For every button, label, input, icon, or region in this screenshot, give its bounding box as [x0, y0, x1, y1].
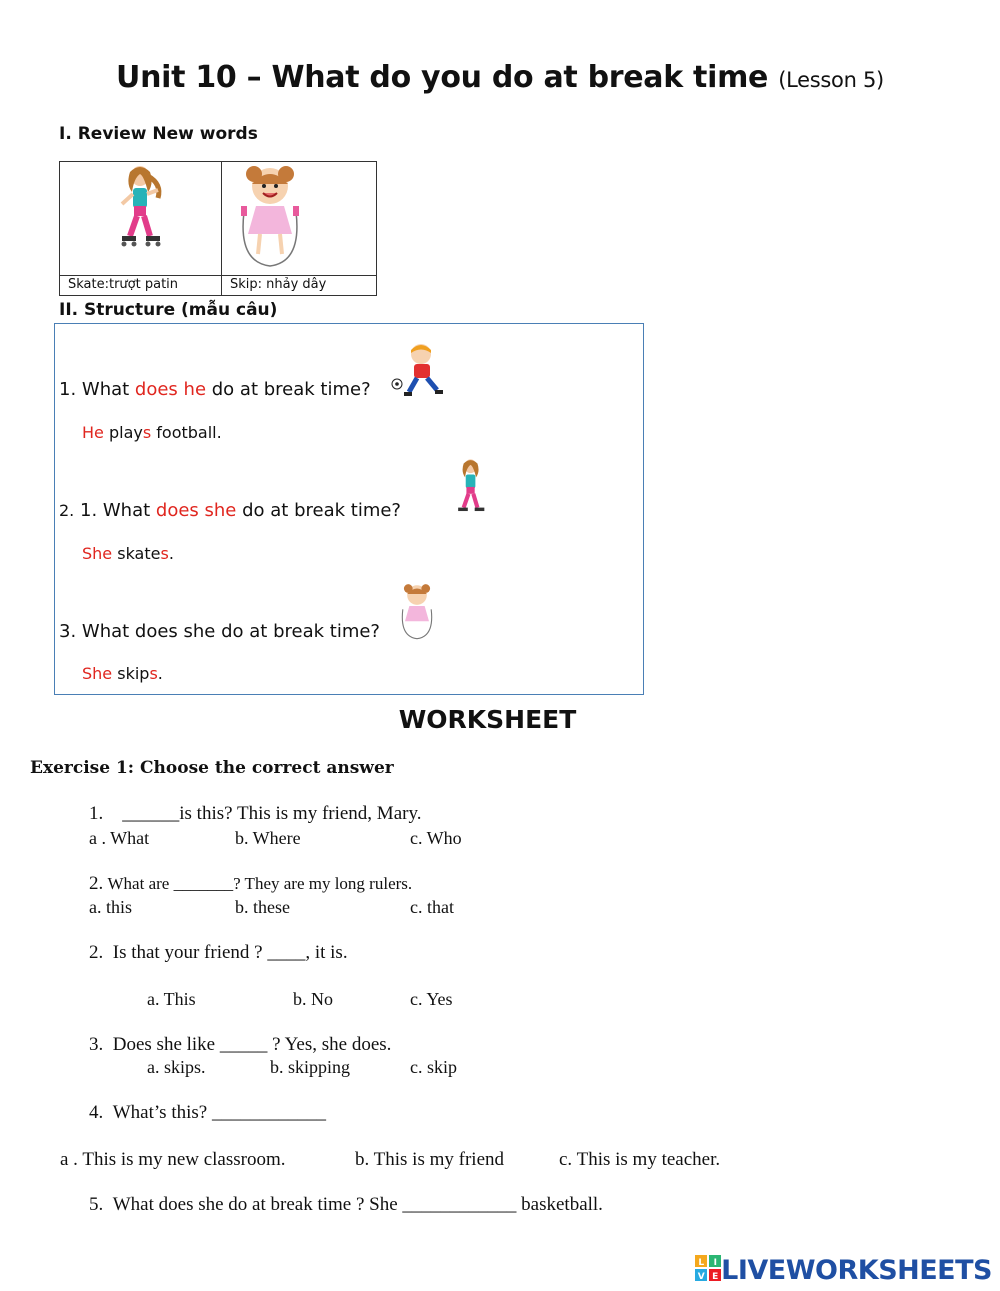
q4-option-c[interactable]: c. skip	[410, 1057, 457, 1077]
brand-name: LIVEWORKSHEETS	[721, 1255, 992, 1286]
q5-option-c[interactable]: c. This is my teacher.	[559, 1149, 721, 1170]
section1-heading: I. Review New words	[59, 124, 258, 144]
question-2: 2. What are _______? They are my long rulers.	[89, 873, 413, 894]
structure-box	[54, 323, 644, 695]
vocab-table	[59, 161, 377, 296]
svg-text:L: L	[698, 1258, 704, 1268]
q1-option-a[interactable]: a . What	[89, 828, 150, 848]
live-badge-icon	[695, 1255, 721, 1288]
structure-answer-1: He plays football.	[82, 423, 222, 442]
question-3: 2. Is that your friend ? ____, it is.	[89, 942, 348, 963]
q3-option-b[interactable]: b. No	[293, 989, 333, 1009]
title-main: Unit 10 – What do you do at break time	[116, 60, 769, 95]
q5-option-b[interactable]: b. This is my friend	[355, 1149, 505, 1170]
structure-answer-2: She skates.	[82, 544, 174, 563]
title-sub: (Lesson 5)	[778, 68, 884, 92]
football-boy-image	[389, 340, 449, 400]
q1-option-c[interactable]: c. Who	[410, 828, 462, 848]
q2-option-c[interactable]: c. that	[410, 897, 454, 917]
q3-option-a[interactable]: a. This	[147, 989, 196, 1009]
q2-option-a[interactable]: a. this	[89, 897, 132, 917]
section2-heading: II. Structure (mẫu câu)	[59, 300, 278, 320]
vocab-caption-skip: Skip: nhảy dây	[230, 277, 327, 292]
structure-question-1: 1. What does he do at break time?	[59, 379, 371, 400]
q1-option-b[interactable]: b. Where	[235, 828, 301, 848]
svg-text:I: I	[713, 1258, 717, 1268]
page-title	[0, 60, 1000, 95]
liveworksheets-logo	[695, 1255, 992, 1288]
q4-option-b[interactable]: b. skipping	[270, 1057, 351, 1077]
question-5: 4. What’s this? ____________	[89, 1102, 326, 1123]
skate-girl-image	[110, 164, 180, 254]
q3-option-c[interactable]: c. Yes	[410, 989, 453, 1009]
q4-option-a[interactable]: a. skips.	[147, 1057, 206, 1077]
question-6: 5. What does she do at break time ? She ____________ basketball.	[89, 1194, 603, 1215]
q5-option-a[interactable]: a . This is my new classroom.	[60, 1149, 286, 1170]
question-1: 1. ______is this? This is my friend, Mary.	[89, 803, 422, 824]
worksheet-heading: WORKSHEET	[398, 705, 577, 734]
skip-girl-small-image	[395, 582, 439, 642]
vocab-caption-skate: Skate:trượt patin	[68, 277, 179, 292]
structure-question-3: 3. What does she do at break time?	[59, 621, 380, 642]
structure-question-2: 2. 1. What does she do at break time?	[59, 500, 401, 521]
svg-text:V: V	[697, 1272, 705, 1281]
q2-option-b[interactable]: b. these	[235, 897, 290, 917]
question-4: 3. Does she like _____ ? Yes, she does.	[89, 1034, 392, 1055]
svg-text:E: E	[712, 1272, 718, 1281]
skate-girl-small-image	[449, 458, 499, 520]
skip-girl-image	[230, 162, 310, 272]
structure-answer-3: She skips.	[82, 664, 163, 683]
exercise1-heading: Exercise 1: Choose the correct answer	[30, 758, 394, 778]
